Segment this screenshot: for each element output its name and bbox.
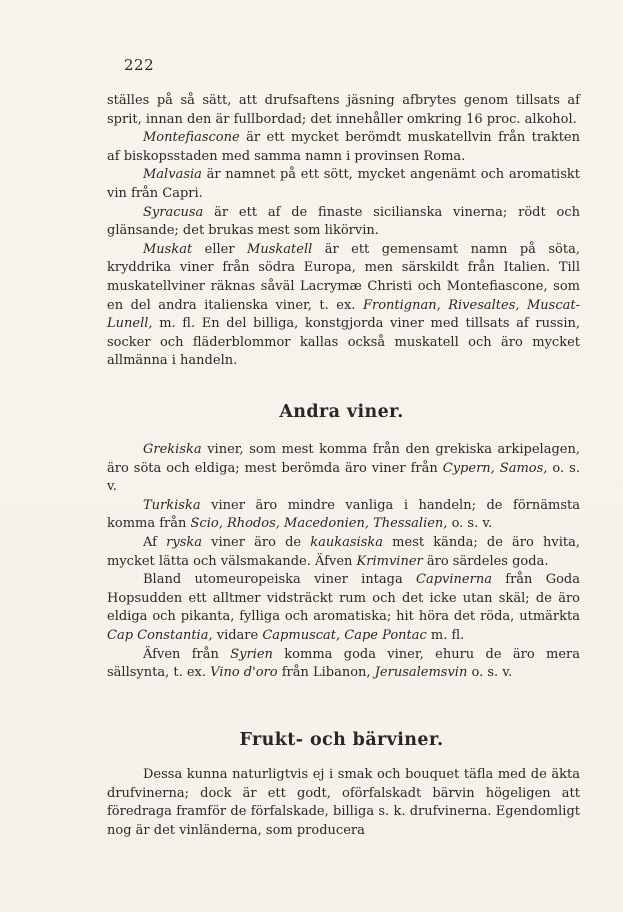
paragraph-text: Dessa kunna naturligtvis ej i smak och bouquet täfla med de äkta drufvinerna; dock är ett godt, oförfalskadt bärvin högeligen att föredraga framför de förfalskade, billiga s. k. drufvinerna. Egendomligt nog är det vinländerna, som producera	[107, 767, 580, 838]
paragraph-text: är ett mycket berömdt muskatellvin från trakten af biskopsstaden med samma namn i provinsen Roma.	[107, 130, 580, 164]
paragraph-text: äro särdeles goda.	[422, 553, 549, 569]
paragraph-text: är ett af de finaste sicilianska vinerna; rödt och glänsande; det brukas mest som likörvin.	[107, 204, 580, 239]
paragraph-text: viner äro de	[202, 534, 311, 550]
section-heading-andra-viner: Andra viner.	[279, 402, 404, 422]
wine-name: Syracusa	[143, 204, 204, 220]
wine-name: Cap Constantia,	[107, 627, 213, 643]
paragraph-turkiska	[107, 497, 580, 534]
paragraph-syracusa	[107, 204, 580, 241]
paragraph-text: vidare	[212, 627, 263, 643]
text-block-frukt-och-barviner	[107, 766, 580, 840]
paragraph-text: o. s. v.	[447, 516, 493, 532]
paragraph	[107, 92, 580, 129]
wine-name: Malvasia	[143, 167, 202, 183]
wine-name: Vino d'oro	[210, 665, 278, 681]
paragraph-ryska	[107, 534, 580, 571]
paragraph-text: o. s. v.	[467, 665, 513, 681]
place-names: Cypern, Samos,	[442, 460, 548, 476]
paragraph-text: komma goda viner, ehuru de äro mera sällsynta, t. ex.	[107, 646, 581, 681]
paragraph-text: Äfven från	[143, 646, 231, 662]
wine-name: Capvinerna	[416, 572, 492, 588]
paragraph-text: eller	[192, 241, 248, 257]
place-name: Syrien	[230, 646, 273, 662]
paragraph-grekiska	[107, 441, 580, 497]
text-block-andra-viner	[107, 441, 580, 683]
wine-name: Jerusalemsvin	[374, 665, 468, 681]
wine-name: Montefiascone	[143, 130, 240, 146]
paragraph-text: o. s. v.	[107, 460, 580, 495]
section-heading-frukt-och-barviner: Frukt- och bärviner.	[239, 730, 444, 750]
wine-name: Muskatell	[247, 241, 313, 257]
wine-name: Krimviner	[356, 553, 423, 569]
text-block-wines	[107, 92, 580, 371]
wine-name: ryska	[166, 534, 202, 550]
wine-names: Capmuscat, Cape Pontac	[262, 627, 427, 643]
paragraph-text: från Libanon,	[277, 665, 375, 681]
paragraph-capvinerna	[107, 571, 580, 645]
paragraph-montefiascone	[107, 129, 580, 166]
place-names: Scio, Rhodos, Macedonien, Thessalien,	[190, 516, 448, 532]
wine-names: Frontignan, Rivesaltes, Muscat-Lunell,	[107, 297, 580, 332]
wine-name: Turkiska	[143, 497, 201, 513]
wine-name: Muskat	[143, 241, 193, 257]
paragraph-text: Af	[143, 534, 167, 550]
paragraph-text: är ett gemensamt namn på söta, kryddrika viner från södra Europa, men särskildt från Italien. Till muskatellviner räknas såväl Lacrymæ Christi och Montefiascone, som en del andra italienska viner, t. ex.	[107, 241, 580, 313]
paragraph-text: viner äro mindre vanliga i handeln; de förnämsta komma från	[107, 497, 580, 532]
wine-name: Grekiska	[143, 442, 202, 457]
paragraph-text: m. fl. En del billiga, konstgjorda viner med tillsats af russin, socker och fläderblommor kallas också muskatell och äro mycket allmänna i handeln.	[107, 316, 580, 369]
paragraph-text: Bland utomeuropeiska viner intaga	[143, 572, 417, 588]
page-number: 222	[124, 56, 155, 74]
wine-name: kaukasiska	[310, 534, 384, 550]
paragraph-text: ställes på så sätt, att drufsaftens jäsning afbrytes genom tillsats af sprit, innan den är fullbordad; det innehåller omkring 16 proc. alkohol.	[107, 93, 580, 127]
paragraph-text: mest kända; de äro hvita, mycket lätta och välsmakande. Äfven	[107, 534, 580, 569]
paragraph-text: viner, som mest komma från den grekiska arkipelagen, äro söta och eldiga; mest berömda äro viner från	[107, 442, 580, 476]
paragraph	[107, 766, 580, 840]
paragraph-syrien	[107, 646, 580, 683]
paragraph-text: från Goda Hopsudden ett alltmer vidsträckt rum och det icke utan skäl; de äro eldiga och pikanta, fylliga och aromatiska; hit höra det röda, utmärkta	[107, 572, 580, 625]
paragraph-text: är namnet på ett sött, mycket angenämt och aromatiskt vin från Capri.	[107, 167, 580, 201]
paragraph-malvasia	[107, 166, 580, 203]
paragraph-text: m. fl.	[426, 627, 465, 643]
paragraph-muskat	[107, 241, 580, 371]
